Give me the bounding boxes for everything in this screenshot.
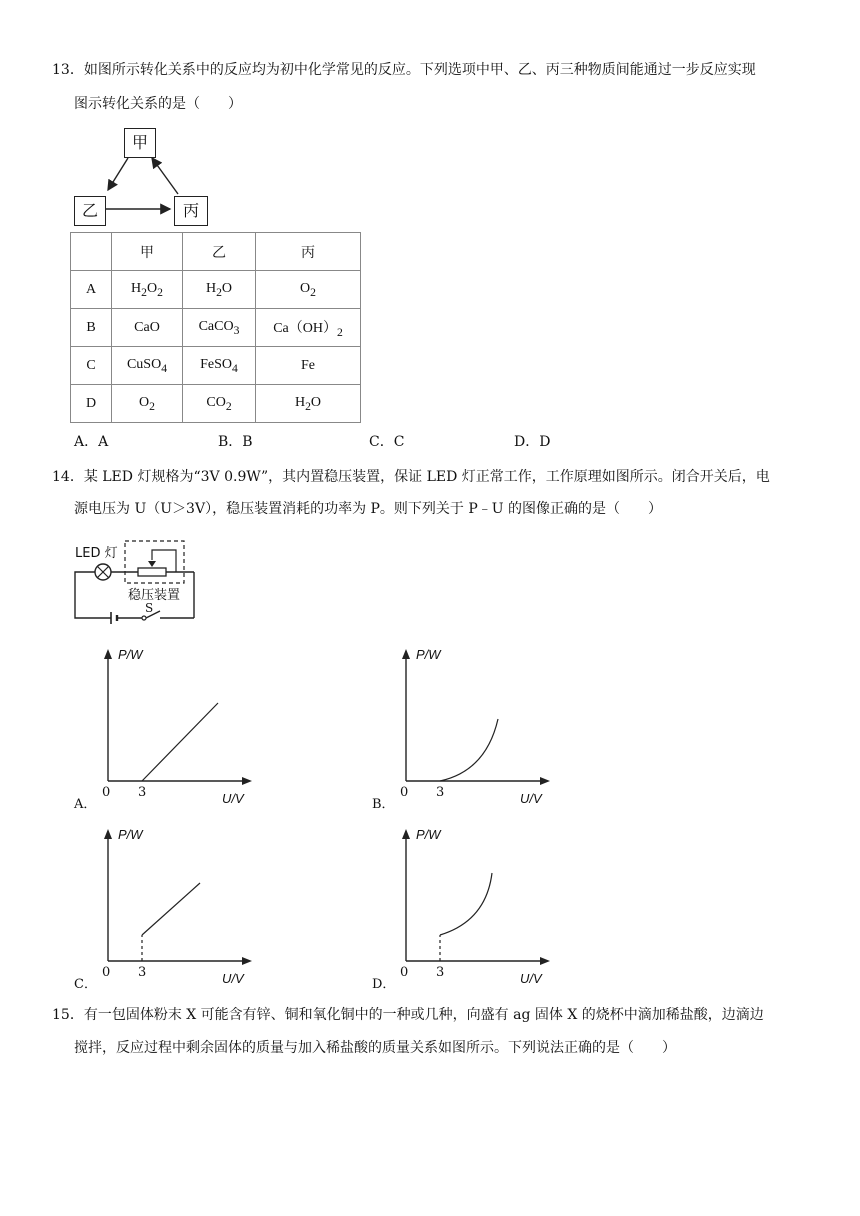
origin-label: 0 <box>102 785 111 800</box>
x-axis-label: U/V <box>222 791 244 806</box>
pu-graph <box>70 825 270 990</box>
table-cell: $H_2O_2$ <box>112 271 183 309</box>
table-cell: $CO_2$ <box>183 385 256 423</box>
y-axis-label: P/W <box>118 647 143 662</box>
table-cell: Fe <box>256 347 361 385</box>
series-line <box>440 873 492 935</box>
x-axis-label: U/V <box>222 971 244 986</box>
q13-option-a[interactable]: A．A <box>74 434 109 450</box>
table-cell: $Ca(OH)_2$ <box>256 309 361 347</box>
table-cell: C <box>71 347 112 385</box>
y-axis-label: P/W <box>118 827 143 842</box>
graph-option-a[interactable] <box>70 645 270 810</box>
origin-label: 0 <box>102 965 111 980</box>
graph-option-c[interactable] <box>70 825 270 990</box>
table-cell: D <box>71 385 112 423</box>
series-line <box>142 883 200 935</box>
table-cell: A <box>71 271 112 309</box>
regulator-label: 稳压装置 <box>128 588 181 603</box>
pu-graph <box>70 645 270 810</box>
x-axis-arrow <box>242 777 252 785</box>
box-jia: 甲 <box>124 128 156 158</box>
q13-option-d[interactable]: D．D <box>514 434 551 450</box>
y-axis-arrow <box>104 649 112 659</box>
q13-text-line1: 13．如图所示转化关系中的反应均为初中化学常见的反应。下列选项中甲、乙、丙三种物质间能通过一步反应实现 <box>52 62 756 78</box>
table-row <box>71 385 361 423</box>
table-cell: CuSO$_4$ <box>112 347 183 385</box>
x-axis-arrow <box>540 777 550 785</box>
origin-label: 0 <box>400 965 409 980</box>
y-axis-label: P/W <box>416 827 441 842</box>
table-cell <box>71 233 112 271</box>
q14-text-line1: 14．某 LED 灯规格为“3V 0.9W”，其内置稳压装置，保证 LED 灯正常工作，工作原理如图所示。闭合开关后，电 <box>52 469 770 485</box>
x-axis-arrow <box>540 957 550 965</box>
y-axis-arrow <box>402 649 410 659</box>
q13-text-line2: 图示转化关系的是（ ） <box>74 96 242 112</box>
switch-label: S <box>145 601 154 615</box>
x-axis-label: U/V <box>520 791 542 806</box>
pu-graph <box>368 645 568 810</box>
y-axis-arrow <box>104 829 112 839</box>
table-header-cell: 乙 <box>183 233 256 271</box>
origin-label: 0 <box>400 785 409 800</box>
arrow-jia-to-yi <box>108 158 128 190</box>
options-table <box>70 232 361 423</box>
table-cell: $O_2$ <box>256 271 361 309</box>
table-cell: B <box>71 309 112 347</box>
x-axis-arrow <box>242 957 252 965</box>
table-header-cell: 甲 <box>112 233 183 271</box>
table-header-cell: 丙 <box>256 233 361 271</box>
graph-option-d[interactable] <box>368 825 568 990</box>
table-cell: $O_2$ <box>112 385 183 423</box>
series-line <box>142 703 218 781</box>
option-label: C． <box>74 977 97 992</box>
series-line <box>440 719 498 781</box>
table-row <box>71 309 361 347</box>
led-label: LED 灯 <box>75 546 118 561</box>
box-yi: 乙 <box>74 196 106 226</box>
q13-option-b[interactable]: B．B <box>218 434 253 450</box>
table-cell: $H_2O$ <box>183 271 256 309</box>
q15-text-line2: 搅拌，反应过程中剩余固体的质量与加入稀盐酸的质量关系如图所示。下列说法正确的是（ ） <box>74 1040 676 1056</box>
table-cell: CaCO$_3$ <box>183 309 256 347</box>
q13-option-c[interactable]: C．C <box>369 434 405 450</box>
q15-text-line1: 15．有一包固体粉末 X 可能含有锌、铜和氧化铜中的一种或几种，向盛有 ag 固体 X 的烧杯中滴加稀盐酸，边滴边 <box>52 1007 764 1023</box>
tick-label: 3 <box>138 785 147 800</box>
q14-text-line2: 源电压为 U（U＞3V），稳压装置消耗的功率为 P。则下列关于 P﹣U 的图像正确的是（ ） <box>74 501 663 517</box>
option-label: A． <box>74 797 97 812</box>
table-row <box>71 347 361 385</box>
table-cell: $H_2O$ <box>256 385 361 423</box>
tick-label: 3 <box>436 785 445 800</box>
table-cell: FeSO$_4$ <box>183 347 256 385</box>
box-bing: 丙 <box>174 196 208 226</box>
table-header-row <box>71 233 361 271</box>
rheostat-icon <box>138 568 166 576</box>
table-row <box>71 271 361 309</box>
x-axis-label: U/V <box>520 971 542 986</box>
tick-label: 3 <box>138 965 147 980</box>
graph-option-b[interactable] <box>368 645 568 810</box>
arrow-bing-to-jia <box>152 158 178 194</box>
pu-graph <box>368 825 568 990</box>
tick-label: 3 <box>436 965 445 980</box>
y-axis-arrow <box>402 829 410 839</box>
table-cell: CaO <box>112 309 183 347</box>
option-label: D． <box>372 977 396 992</box>
y-axis-label: P/W <box>416 647 441 662</box>
option-label: B． <box>372 797 395 812</box>
